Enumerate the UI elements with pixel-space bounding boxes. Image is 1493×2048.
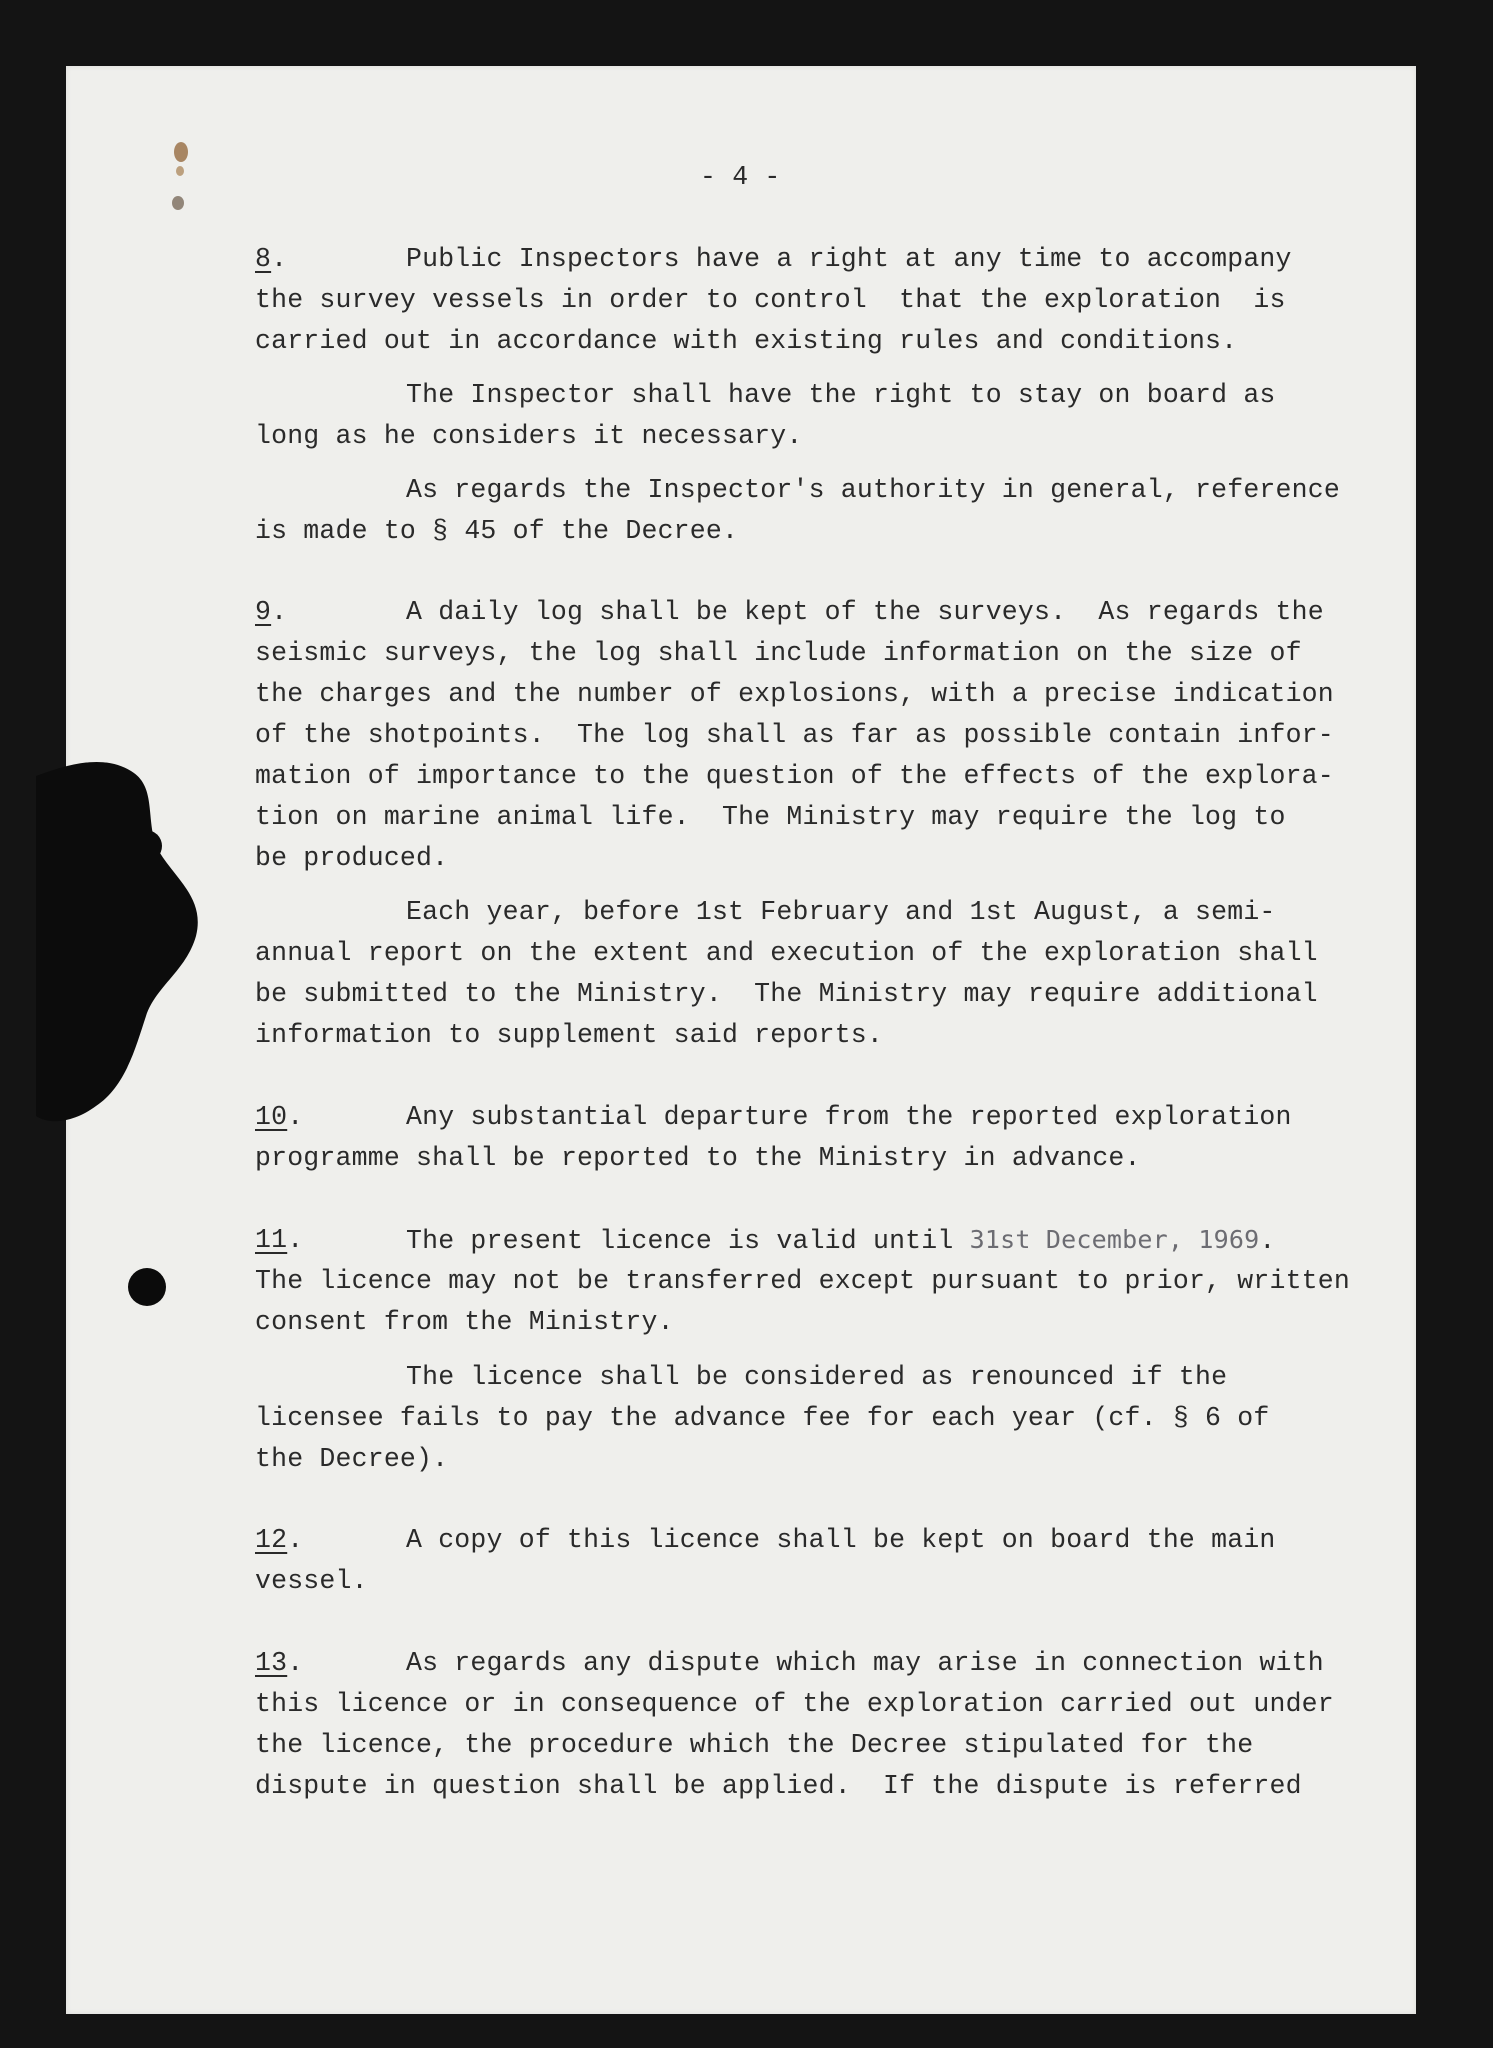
text-line: seismic surveys, the log shall include information on the size of <box>255 638 1302 668</box>
text-line: long as he considers it necessary. <box>255 421 803 451</box>
text-line: annual report on the extent and execution of the exploration shall <box>255 938 1318 968</box>
section-number: 13 <box>255 1648 288 1678</box>
text-line: A daily log shall be kept of the surveys. As regards the <box>406 597 1324 627</box>
rust-stain <box>172 196 184 210</box>
text-line: dispute in question shall be applied. If the dispute is referred <box>255 1771 1302 1801</box>
text-line: The licence may not be transferred except pursuant to prior, written <box>255 1266 1350 1296</box>
rust-stain <box>174 142 188 162</box>
text-line: be submitted to the Ministry. The Ministry may require additional <box>255 979 1318 1009</box>
text-line: the Decree). <box>255 1444 449 1474</box>
paper-sheet <box>66 66 1416 2014</box>
text-fragment: The present licence is valid until <box>406 1226 970 1256</box>
text-line: vessel. <box>255 1566 368 1596</box>
section-9-number-line: 9. <box>255 597 288 627</box>
section-number: 9 <box>255 597 272 627</box>
text-line: The Inspector shall have the right to stay on board as <box>406 380 1276 410</box>
text-line: the licence, the procedure which the Decree stipulated for the <box>255 1730 1254 1760</box>
text-line: licensee fails to pay the advance fee for each year (cf. § 6 of <box>255 1403 1270 1433</box>
licence-expiry-date: 31st December, 1969 <box>969 1225 1260 1254</box>
text-line: be produced. <box>255 843 449 873</box>
text-line: is made to § 45 of the Decree. <box>255 516 739 546</box>
text-line: The present licence is valid until 31st December, 1969. <box>406 1225 1276 1256</box>
section-8-number-line: 8. <box>255 244 288 274</box>
rust-stain <box>176 166 184 176</box>
text-line: the survey vessels in order to control that the exploration is <box>255 285 1286 315</box>
text-line: of the shotpoints. The log shall as far as possible contain infor- <box>255 720 1334 750</box>
section-10-number-line: 10. <box>255 1102 304 1132</box>
text-line: As regards the Inspector's authority in general, reference <box>406 475 1340 505</box>
text-line: Public Inspectors have a right at any time to accompany <box>406 244 1292 274</box>
text-line: the charges and the number of explosions, with a precise indication <box>255 679 1334 709</box>
text-line: A copy of this licence shall be kept on board the main <box>406 1525 1276 1555</box>
text-line: programme shall be reported to the Ministry in advance. <box>255 1143 1141 1173</box>
typed-text-body <box>66 66 1350 1836</box>
text-line: information to supplement said reports. <box>255 1020 884 1050</box>
section-number: 8 <box>255 244 272 274</box>
text-line: The licence shall be considered as renounced if the <box>406 1362 1228 1392</box>
section-number: 11 <box>255 1225 288 1255</box>
text-line: Any substantial departure from the reported exploration <box>406 1102 1292 1132</box>
section-13-number-line: 13. <box>255 1648 304 1678</box>
text-line: carried out in accordance with existing rules and conditions. <box>255 326 1238 356</box>
text-line: Each year, before 1st February and 1st August, a semi- <box>406 897 1276 927</box>
section-number: 12 <box>255 1525 288 1555</box>
page-number: - 4 - <box>700 162 781 192</box>
section-number: 10 <box>255 1102 288 1132</box>
section-11-number-line: 11. <box>255 1225 304 1255</box>
text-line: As regards any dispute which may arise in connection with <box>406 1648 1324 1678</box>
text-line: consent from the Ministry. <box>255 1307 674 1337</box>
section-12-number-line: 12. <box>255 1525 304 1555</box>
text-line: this licence or in consequence of the exploration carried out under <box>255 1689 1334 1719</box>
text-line: tion on marine animal life. The Ministry may require the log to <box>255 802 1286 832</box>
text-line: mation of importance to the question of the effects of the explora- <box>255 761 1334 791</box>
